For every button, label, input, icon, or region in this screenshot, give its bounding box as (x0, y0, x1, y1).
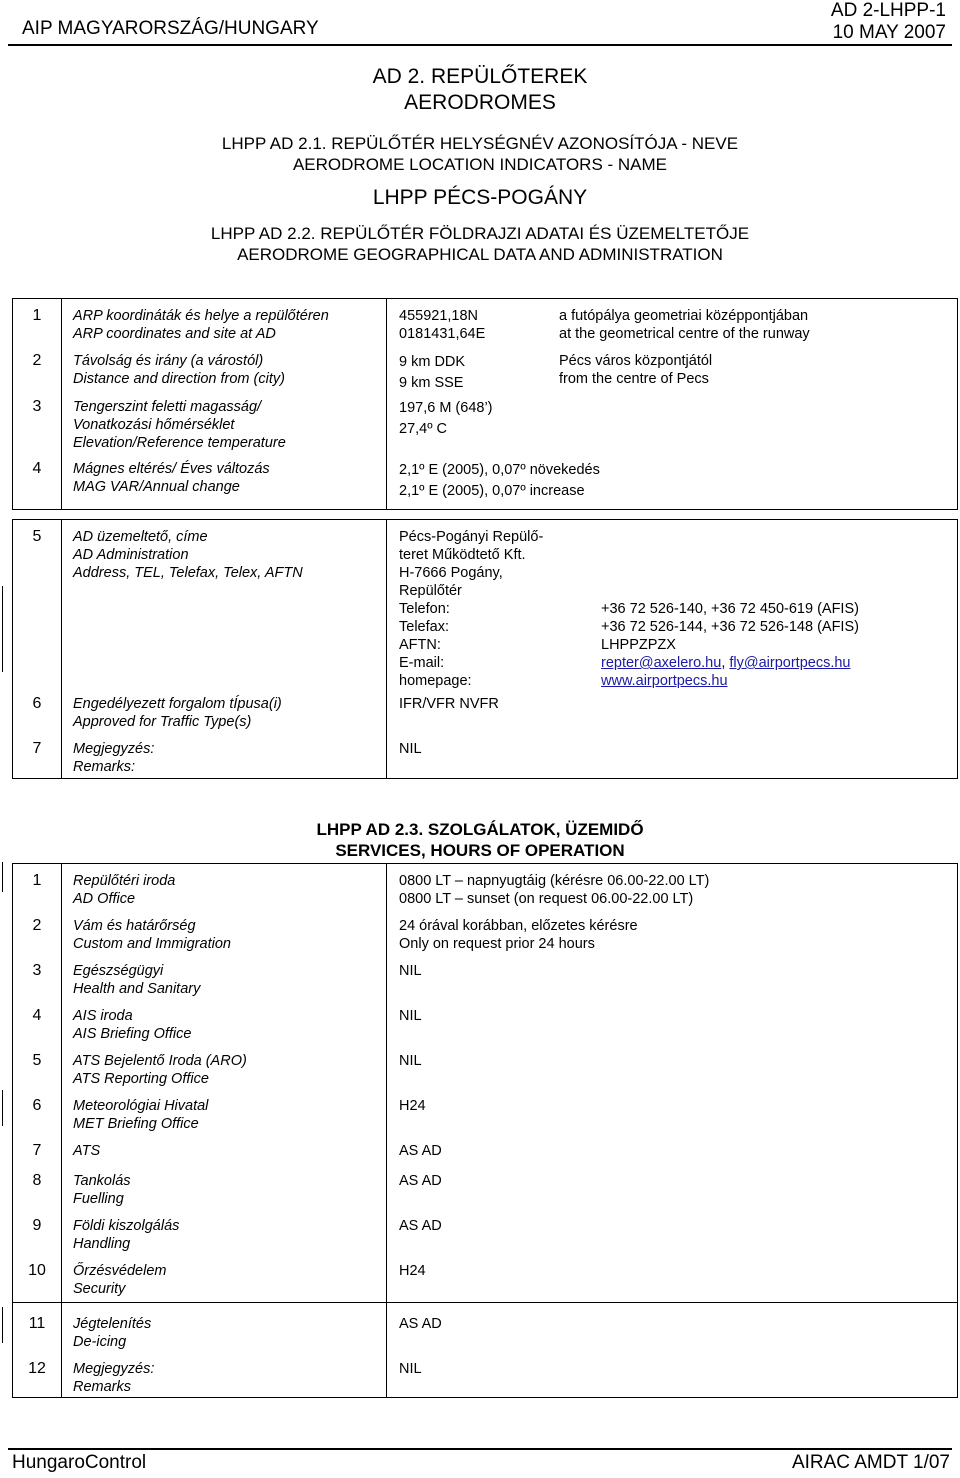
label-en: Health and Sanitary (73, 981, 201, 997)
label-en: Fuelling (73, 1191, 124, 1207)
administration-table (12, 519, 958, 779)
label-en: AIS Briefing Office (73, 1026, 192, 1042)
address-line-1: H-7666 Pogány, (399, 565, 503, 581)
label-en: AD Office (73, 891, 136, 907)
label-en: Security (73, 1281, 126, 1297)
section-1-title-en: AERODROME LOCATION INDICATORS - NAME (292, 155, 668, 174)
label-en: ARP coordinates and site at AD (73, 326, 276, 342)
section-3-title-en: SERVICES, HOURS OF OPERATION (335, 841, 625, 860)
row-number: 12 (28, 1360, 46, 1377)
row-number: 8 (32, 1172, 42, 1189)
operator-address (399, 528, 543, 690)
distance-ref-en: from the centre of Pecs (559, 371, 709, 387)
header-rule (8, 44, 952, 46)
label-hu: Meteorológiai Hivatal (73, 1098, 209, 1114)
label-hu: Tankolás (73, 1173, 131, 1189)
arp-latitude: 455921,18N (399, 308, 479, 324)
label-en: Custom and Immigration (73, 936, 231, 952)
change-bar (2, 1307, 3, 1343)
magvar-hu: 2,1º E (2005), 0,07º növekedés (399, 462, 600, 478)
homepage-link[interactable]: www.airportpecs.hu (601, 673, 728, 689)
label-hu: Megjegyzés: (73, 1361, 155, 1377)
chapter-title-hu: AD 2. REPÜLŐTEREK (372, 65, 588, 88)
row-number: 5 (32, 1052, 42, 1069)
change-bar (2, 1090, 3, 1126)
label-hu: AIS iroda (73, 1008, 133, 1024)
email-separator: , (721, 655, 730, 671)
row-number: 6 (32, 1097, 42, 1114)
label-en: AD Administration (73, 547, 189, 563)
row-number: 5 (32, 528, 42, 545)
label-hu: Jégtelenítés (73, 1316, 152, 1332)
label-hu: Vám és határőrség (73, 918, 196, 934)
footer-left: HungaroControl (12, 1452, 147, 1473)
label-hu-2: Vonatkozási hőmérséklet (73, 417, 235, 433)
row-number: 10 (28, 1262, 46, 1279)
label-en-2: Address, TEL, Telefax, Telex, AFTN (73, 565, 303, 581)
arp-site-en: at the geometrical centre of the runway (559, 326, 810, 342)
label-hu: Engedélyezett forgalom tÍpusa(i) (73, 696, 282, 712)
row-number: 11 (28, 1315, 46, 1332)
section-2-title (0, 223, 960, 265)
section-2-title-hu: LHPP AD 2.2. REPÜLŐTÉR FÖLDRAJZI ADATAI ÉS ÜZEMELTETŐJE (210, 224, 750, 243)
chapter-title-en: AERODROMES (404, 91, 556, 114)
arp-site-hu: a futópálya geometriai középpontjában (559, 308, 809, 324)
section-3-title (0, 819, 960, 861)
row-number: 1 (32, 872, 42, 889)
row-number: 3 (32, 398, 42, 415)
row-number: 2 (32, 352, 42, 369)
section-1-title (0, 133, 960, 175)
change-bar (2, 862, 3, 892)
operator-name-1: Pécs-Pogányi Repülő- (399, 529, 544, 545)
doc-date: 10 MAY 2007 (832, 22, 946, 43)
telefon-label: Telefon: (399, 601, 450, 617)
label-en: Approved for Traffic Type(s) (73, 714, 252, 730)
elevation-value: 197,6 M (648’) (399, 400, 493, 416)
label-en: Elevation/Reference temperature (73, 435, 286, 451)
label-hu: Megjegyzés: (73, 741, 155, 757)
label-en: De-icing (73, 1334, 127, 1350)
row-number: 4 (32, 460, 42, 477)
label-hu: ARP koordináták és helye a repülőtéren (73, 308, 329, 324)
value-2: 0800 LT – sunset (on request 06.00-22.00 LT) (399, 891, 694, 907)
chapter-title (0, 64, 960, 116)
value-1: AS AD (399, 1173, 442, 1189)
label-en: MAG VAR/Annual change (73, 479, 240, 495)
homepage-label: homepage: (399, 673, 472, 689)
label-hu: ATS (73, 1143, 101, 1159)
email-label: E-mail: (399, 655, 445, 671)
row-number: 9 (32, 1217, 42, 1234)
doc-id: AD 2-LHPP-1 (830, 0, 946, 21)
aerodrome-name: LHPP PÉCS-POGÁNY (372, 186, 588, 209)
operator-name-2: teret Működtető Kft. (399, 547, 526, 563)
geo-data-table (12, 298, 958, 510)
change-bar (2, 586, 3, 672)
footer-right: AIRAC AMDT 1/07 (791, 1452, 950, 1473)
header-left: AIP MAGYARORSZÁG/HUNGARY (22, 18, 319, 39)
label-hu: ATS Bejelentő Iroda (ARO) (73, 1053, 247, 1069)
distance-ref-hu: Pécs város központjától (559, 353, 713, 369)
value-1: 0800 LT – napnyugtáig (kérésre 06.00-22.00 LT) (399, 873, 710, 889)
telefon-value: +36 72 526-140, +36 72 450-619 (AFIS) (601, 601, 859, 617)
header-right (831, 0, 946, 44)
value-2: Only on request prior 24 hours (399, 936, 595, 952)
value-1: 24 órával korábban, előzetes kérésre (399, 918, 638, 934)
distance-hu: 9 km DDK (399, 354, 466, 370)
reference-temperature: 27,4º C (399, 421, 448, 437)
value-1: H24 (399, 1263, 426, 1279)
label-hu: Repülőtéri iroda (73, 873, 176, 889)
value-1: NIL (399, 1053, 422, 1069)
label-hu: Földi kiszolgálás (73, 1218, 180, 1234)
remarks-value: NIL (399, 741, 422, 757)
arp-longitude: 0181431,64E (399, 326, 486, 342)
value-1: H24 (399, 1098, 426, 1114)
email-link-2[interactable]: fly@airportpecs.hu (729, 655, 851, 671)
label-en: Remarks: (73, 759, 136, 775)
traffic-type-value: IFR/VFR NVFR (399, 696, 499, 712)
label-en: Handling (73, 1236, 131, 1252)
footer-rule (8, 1448, 952, 1450)
services-table (12, 863, 958, 1398)
value-1: AS AD (399, 1218, 442, 1234)
row-number: 6 (32, 695, 42, 712)
value-1: AS AD (399, 1143, 442, 1159)
telefax-label: Telefax: (399, 619, 449, 635)
label-en: Remarks (73, 1379, 132, 1395)
distance-en: 9 km SSE (399, 375, 464, 391)
section-3-title-hu: LHPP AD 2.3. SZOLGÁLATOK, ÜZEMIDŐ (316, 820, 644, 839)
value-1: AS AD (399, 1316, 442, 1332)
label-en: ATS Reporting Office (73, 1071, 209, 1087)
address-line-2: Repülőtér (399, 583, 462, 599)
value-1: NIL (399, 963, 422, 979)
label-hu: AD üzemeltető, címe (73, 529, 208, 545)
label-hu: Mágnes eltérés/ Éves változás (73, 461, 270, 477)
label-en: Distance and direction from (city) (73, 371, 285, 387)
row-number: 4 (32, 1007, 42, 1024)
email-link-1[interactable]: repter@axelero.hu (601, 655, 722, 671)
row-number: 3 (32, 962, 42, 979)
label-hu: Őrzésvédelem (73, 1263, 167, 1279)
telefax-value: +36 72 526-144, +36 72 526-148 (AFIS) (601, 619, 859, 635)
label-en: MET Briefing Office (73, 1116, 199, 1132)
section-1-title-hu: LHPP AD 2.1. REPÜLŐTÉR HELYSÉGNÉV AZONOSÍTÓJA - NEVE (221, 134, 739, 153)
row-number: 7 (32, 1142, 42, 1159)
aftn-label: AFTN: (399, 637, 441, 653)
aftn-value: LHPPZPZX (601, 637, 676, 653)
magvar-en: 2,1º E (2005), 0,07º increase (399, 483, 585, 499)
row-number: 7 (32, 740, 42, 757)
value-1: NIL (399, 1361, 422, 1377)
row-number: 2 (32, 917, 42, 934)
contact-values (601, 600, 859, 690)
row-number: 1 (32, 307, 42, 324)
section-2-title-en: AERODROME GEOGRAPHICAL DATA AND ADMINISTRATION (237, 245, 723, 264)
label-hu: Tengerszint feletti magasság/ (73, 399, 262, 415)
label-hu: Távolság és irány (a várostól) (73, 353, 264, 369)
value-1: NIL (399, 1008, 422, 1024)
label-hu: Egészségügyi (73, 963, 164, 979)
